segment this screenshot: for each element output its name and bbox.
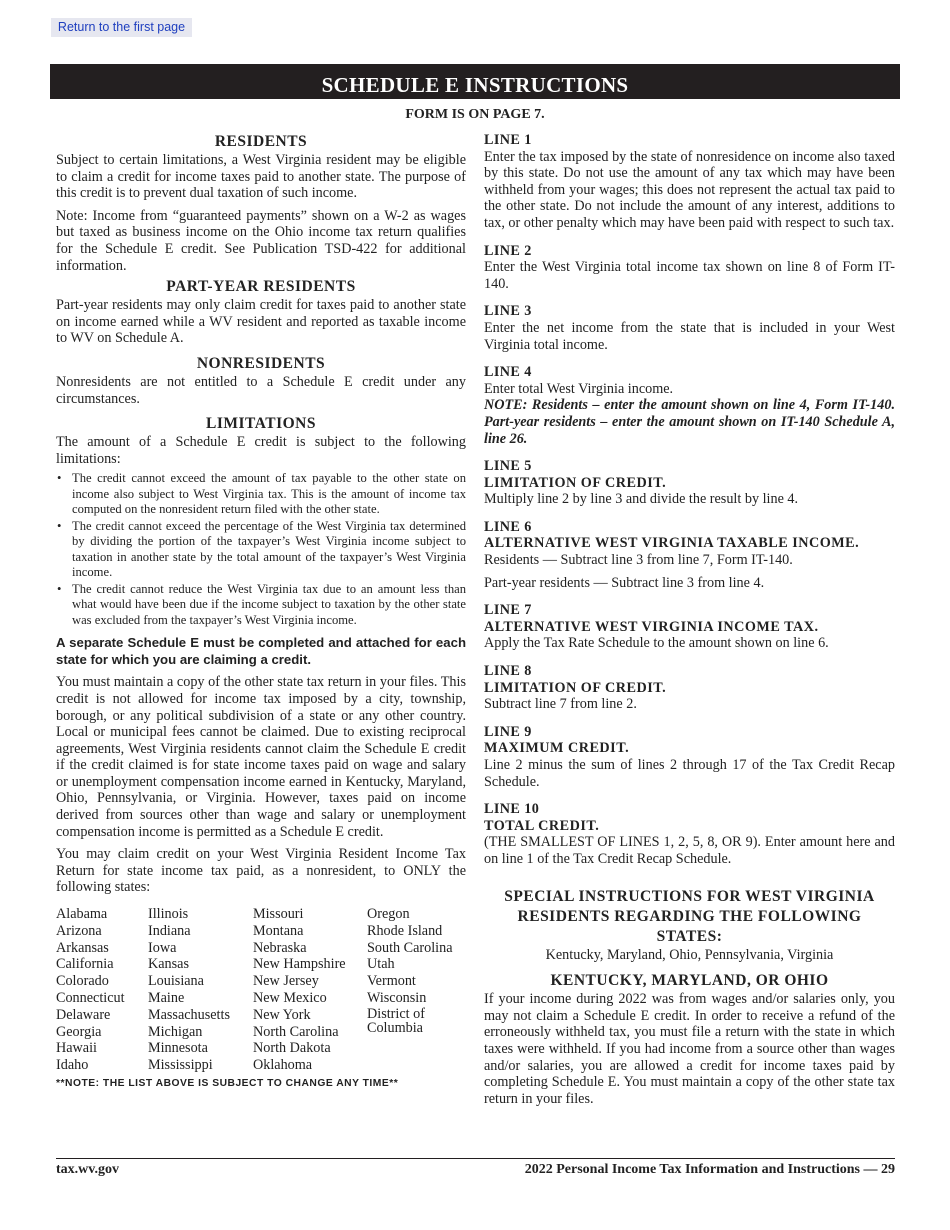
- line-5-text: Multiply line 2 by line 3 and divide the result by line 4.: [484, 491, 799, 508]
- line-9-text: Line 2 minus the sum of lines 2 through 17 of the Tax Credit Recap Schedule.: [484, 757, 895, 790]
- state-name: Mississippi: [148, 1057, 213, 1074]
- state-name: Oklahoma: [253, 1057, 313, 1074]
- states-column-3: [253, 906, 367, 1074]
- line-7-block: [484, 602, 895, 652]
- residents-paragraph: Subject to certain limitations, a West Virginia resident may be eligible to claim a credit for income taxes paid to another state. The purpose of this credit is to prevent dual taxation of such income.: [56, 152, 466, 202]
- state-name: New Hampshire: [253, 956, 346, 973]
- state-name: Iowa: [148, 939, 177, 956]
- page-title-banner: SCHEDULE E INSTRUCTIONS: [50, 64, 900, 99]
- state-name: Wisconsin: [367, 990, 427, 1007]
- limitations-heading: LIMITATIONS: [205, 415, 316, 433]
- line-10-label: LINE 10: [484, 801, 540, 818]
- state-name: Illinois: [148, 906, 189, 923]
- line-5-block: [484, 458, 895, 508]
- line-8-text: Subtract line 7 from line 2.: [484, 696, 637, 713]
- line-3-block: [484, 303, 895, 353]
- state-name: Utah: [367, 956, 395, 973]
- line-10-block: [484, 801, 895, 867]
- state-name: Georgia: [56, 1023, 102, 1040]
- state-name: North Dakota: [253, 1040, 331, 1057]
- state-name: Vermont: [367, 973, 416, 990]
- state-name: California: [56, 956, 114, 973]
- limitation-item: • The credit cannot reduce the West Virginia tax due to an amount less than what would have been due if the income subject to taxation by the other state was excluded from the taxpayer’s West Virginia income.: [56, 582, 466, 629]
- line-9-subtitle: MAXIMUM CREDIT.: [484, 740, 630, 757]
- state-name: Minnesota: [148, 1040, 208, 1057]
- line-9-block: [484, 724, 895, 790]
- state-name: Nebraska: [253, 939, 307, 956]
- line-2-text: Enter the West Virginia total income tax shown on line 8 of Form IT-140.: [484, 259, 895, 292]
- kentucky-maryland-ohio-text: If your income during 2022 was from wages and/or salaries only, you may not claim a Schedule E credit. In order to receive a refund of the erroneously withheld tax, you must file a return with the state in which taxes were withheld. If you had income from a source other than wages and/or salaries, you are allowed a credit for income taxes paid by completing Schedule E. You must maintain a copy of the other state tax return in your files.: [484, 991, 895, 1107]
- residents-note: Note: Income from “guaranteed payments” shown on a W-2 as wages but taxed as business income on the Ohio income tax return qualifies for the Schedule E credit. See Publication TSD-422 for additional information.: [56, 207, 466, 274]
- state-name: New York: [253, 1006, 311, 1023]
- kentucky-maryland-ohio-heading: KENTUCKY, MARYLAND, OR OHIO: [550, 972, 829, 990]
- line-8-subtitle: LIMITATION OF CREDIT.: [484, 679, 667, 696]
- state-name: Hawaii: [56, 1040, 97, 1057]
- line-6-text-residents: Residents — Subtract line 3 from line 7, Form IT-140.: [484, 552, 793, 569]
- footer-website: tax.wv.gov: [56, 1162, 119, 1177]
- state-name: Alabama: [56, 906, 108, 923]
- state-name: North Carolina: [253, 1023, 339, 1040]
- line-7-label: LINE 7: [484, 602, 532, 619]
- state-name: Montana: [253, 922, 304, 939]
- state-name: Colorado: [56, 973, 109, 990]
- state-name: Connecticut: [56, 990, 125, 1007]
- footer-page-info: 2022 Personal Income Tax Information and Instructions — 29: [524, 1162, 895, 1177]
- state-name: Louisiana: [148, 973, 204, 990]
- line-6-label: LINE 6: [484, 518, 532, 535]
- states-column-4: [367, 906, 466, 1074]
- state-name: District of Columbia: [367, 1005, 425, 1036]
- special-states-list: Kentucky, Maryland, Ohio, Pennsylvania, Virginia: [545, 946, 834, 963]
- line-10-text: (THE SMALLEST OF LINES 1, 2, 5, 8, OR 9). Enter amount here and on line 1 of the Tax Credit Recap Schedule.: [484, 834, 895, 867]
- line-5-subtitle: LIMITATION OF CREDIT.: [484, 474, 667, 491]
- claim-credit-paragraph: You may claim credit on your West Virginia Resident Income Tax Return for state income tax paid, as a nonresident, to ONLY the following states:: [56, 846, 466, 896]
- right-column: [484, 132, 895, 1107]
- state-name: Rhode Island: [367, 922, 443, 939]
- nonresidents-paragraph: Nonresidents are not entitled to a Schedule E credit under any circumstances.: [56, 373, 466, 407]
- state-name: Oregon: [367, 906, 410, 923]
- residents-heading: RESIDENTS: [214, 133, 308, 150]
- state-name: New Jersey: [253, 973, 319, 990]
- line-6-text-part-year: Part-year residents — Subtract line 3 from line 4.: [484, 574, 765, 591]
- form-location-note: FORM IS ON PAGE 7.: [405, 107, 545, 122]
- line-2-label: LINE 2: [484, 242, 532, 259]
- eligible-states-list: [56, 906, 466, 1074]
- line-7-subtitle: ALTERNATIVE WEST VIRGINIA INCOME TAX.: [484, 618, 819, 635]
- state-name: Maine: [148, 990, 185, 1007]
- limitations-list: [56, 471, 466, 628]
- state-name: Massachusetts: [148, 1006, 230, 1023]
- state-name: Michigan: [148, 1023, 203, 1040]
- line-8-label: LINE 8: [484, 663, 532, 680]
- line-4-note: NOTE: Residents – enter the amount shown on line 4, Form IT-140. Part-year residents – enter the amount shown on IT-140 Schedule A, line 26.: [484, 397, 895, 447]
- special-instructions-heading: SPECIAL INSTRUCTIONS FOR WEST VIRGINIA RESIDENTS REGARDING THE FOLLOWING STATES:: [504, 887, 875, 945]
- state-name: New Mexico: [253, 990, 327, 1007]
- return-to-first-page-button[interactable]: Return to the first page: [51, 18, 192, 37]
- state-name: Kansas: [148, 956, 189, 973]
- maintain-copy-paragraph: You must maintain a copy of the other state tax return in your files. This credit is not allowed for income tax imposed by a city, township, borough, or any political subdivision of a state or any other country. Local or municipal fees cannot be claimed. Due to existing reciprocal agreements, West Virginia residents cannot claim the Schedule E credit if the credit claimed is for state income taxes paid on wage and salary or unemployment compensation income earned in Kentucky, Maryland, Ohio, Pennsylvania, or Virginia. However, taxes paid on income derived from sources other than wage and salary or unemployment compensation income is permitted as a Schedule E credit.: [56, 674, 466, 840]
- line-3-label: LINE 3: [484, 303, 532, 320]
- state-name: Delaware: [56, 1006, 111, 1023]
- footer-divider: [56, 1158, 895, 1159]
- part-year-paragraph: Part-year residents may only claim credit for taxes paid to another state on income earned while a WV resident and reported as taxable income to WV on Schedule A.: [56, 297, 466, 347]
- state-name: Indiana: [148, 922, 191, 939]
- line-3-text: Enter the net income from the state that is included in your West Virginia total income.: [484, 319, 895, 353]
- limitation-item: • The credit cannot exceed the amount of tax payable to the other state on income also subject to West Virginia tax. This is the amount of income tax computed on the nonresident return filed with the other state.: [56, 471, 466, 518]
- states-column-2: [148, 906, 253, 1074]
- state-name: Arkansas: [56, 939, 109, 956]
- line-4-text: Enter total West Virginia income.: [484, 380, 674, 397]
- states-column-1: [56, 906, 148, 1074]
- state-name: Idaho: [56, 1057, 89, 1074]
- line-2-block: [484, 243, 895, 293]
- line-8-block: [484, 663, 895, 713]
- limitation-item: • The credit cannot exceed the percentage of the West Virginia tax determined by dividing the portion of the taxpayer’s West Virginia income subject to taxation in another state by the total amount of the taxpayer’s West Virginia income.: [56, 519, 466, 581]
- line-1-label: LINE 1: [484, 132, 532, 148]
- line-4-label: LINE 4: [484, 364, 532, 381]
- list-change-note: **NOTE: THE LIST ABOVE IS SUBJECT TO CHANGE ANY TIME**: [56, 1078, 399, 1089]
- state-name: South Carolina: [367, 939, 453, 956]
- nonresidents-heading: NONRESIDENTS: [196, 354, 326, 372]
- part-year-heading: PART-YEAR RESIDENTS: [166, 278, 356, 296]
- line-9-label: LINE 9: [484, 723, 532, 740]
- limitations-paragraph: The amount of a Schedule E credit is subject to the following limitations:: [56, 434, 466, 467]
- line-4-block: [484, 364, 895, 447]
- state-name: Missouri: [253, 906, 304, 923]
- separate-schedule-note: A separate Schedule E must be completed and attached for each state for which you are claiming a credit.: [56, 635, 466, 667]
- line-5-label: LINE 5: [484, 458, 532, 475]
- line-6-subtitle: ALTERNATIVE WEST VIRGINIA TAXABLE INCOME.: [484, 535, 860, 552]
- line-1-text: Enter the tax imposed by the state of nonresidence on income also taxed by this state. Do not use the amount of any tax which may have been withheld from your wages; this does not represent the actual tax paid to the other state. Do not include the amount of any interest, additions to tax, or other penalty which may have been paid with respect to such tax.: [484, 148, 895, 231]
- line-1-block: [484, 132, 895, 232]
- line-7-text: Apply the Tax Rate Schedule to the amount shown on line 6.: [484, 635, 829, 652]
- line-6-block: [484, 519, 895, 591]
- left-column: [56, 132, 466, 1089]
- state-name: Arizona: [56, 922, 102, 939]
- line-10-subtitle: TOTAL CREDIT.: [484, 817, 600, 834]
